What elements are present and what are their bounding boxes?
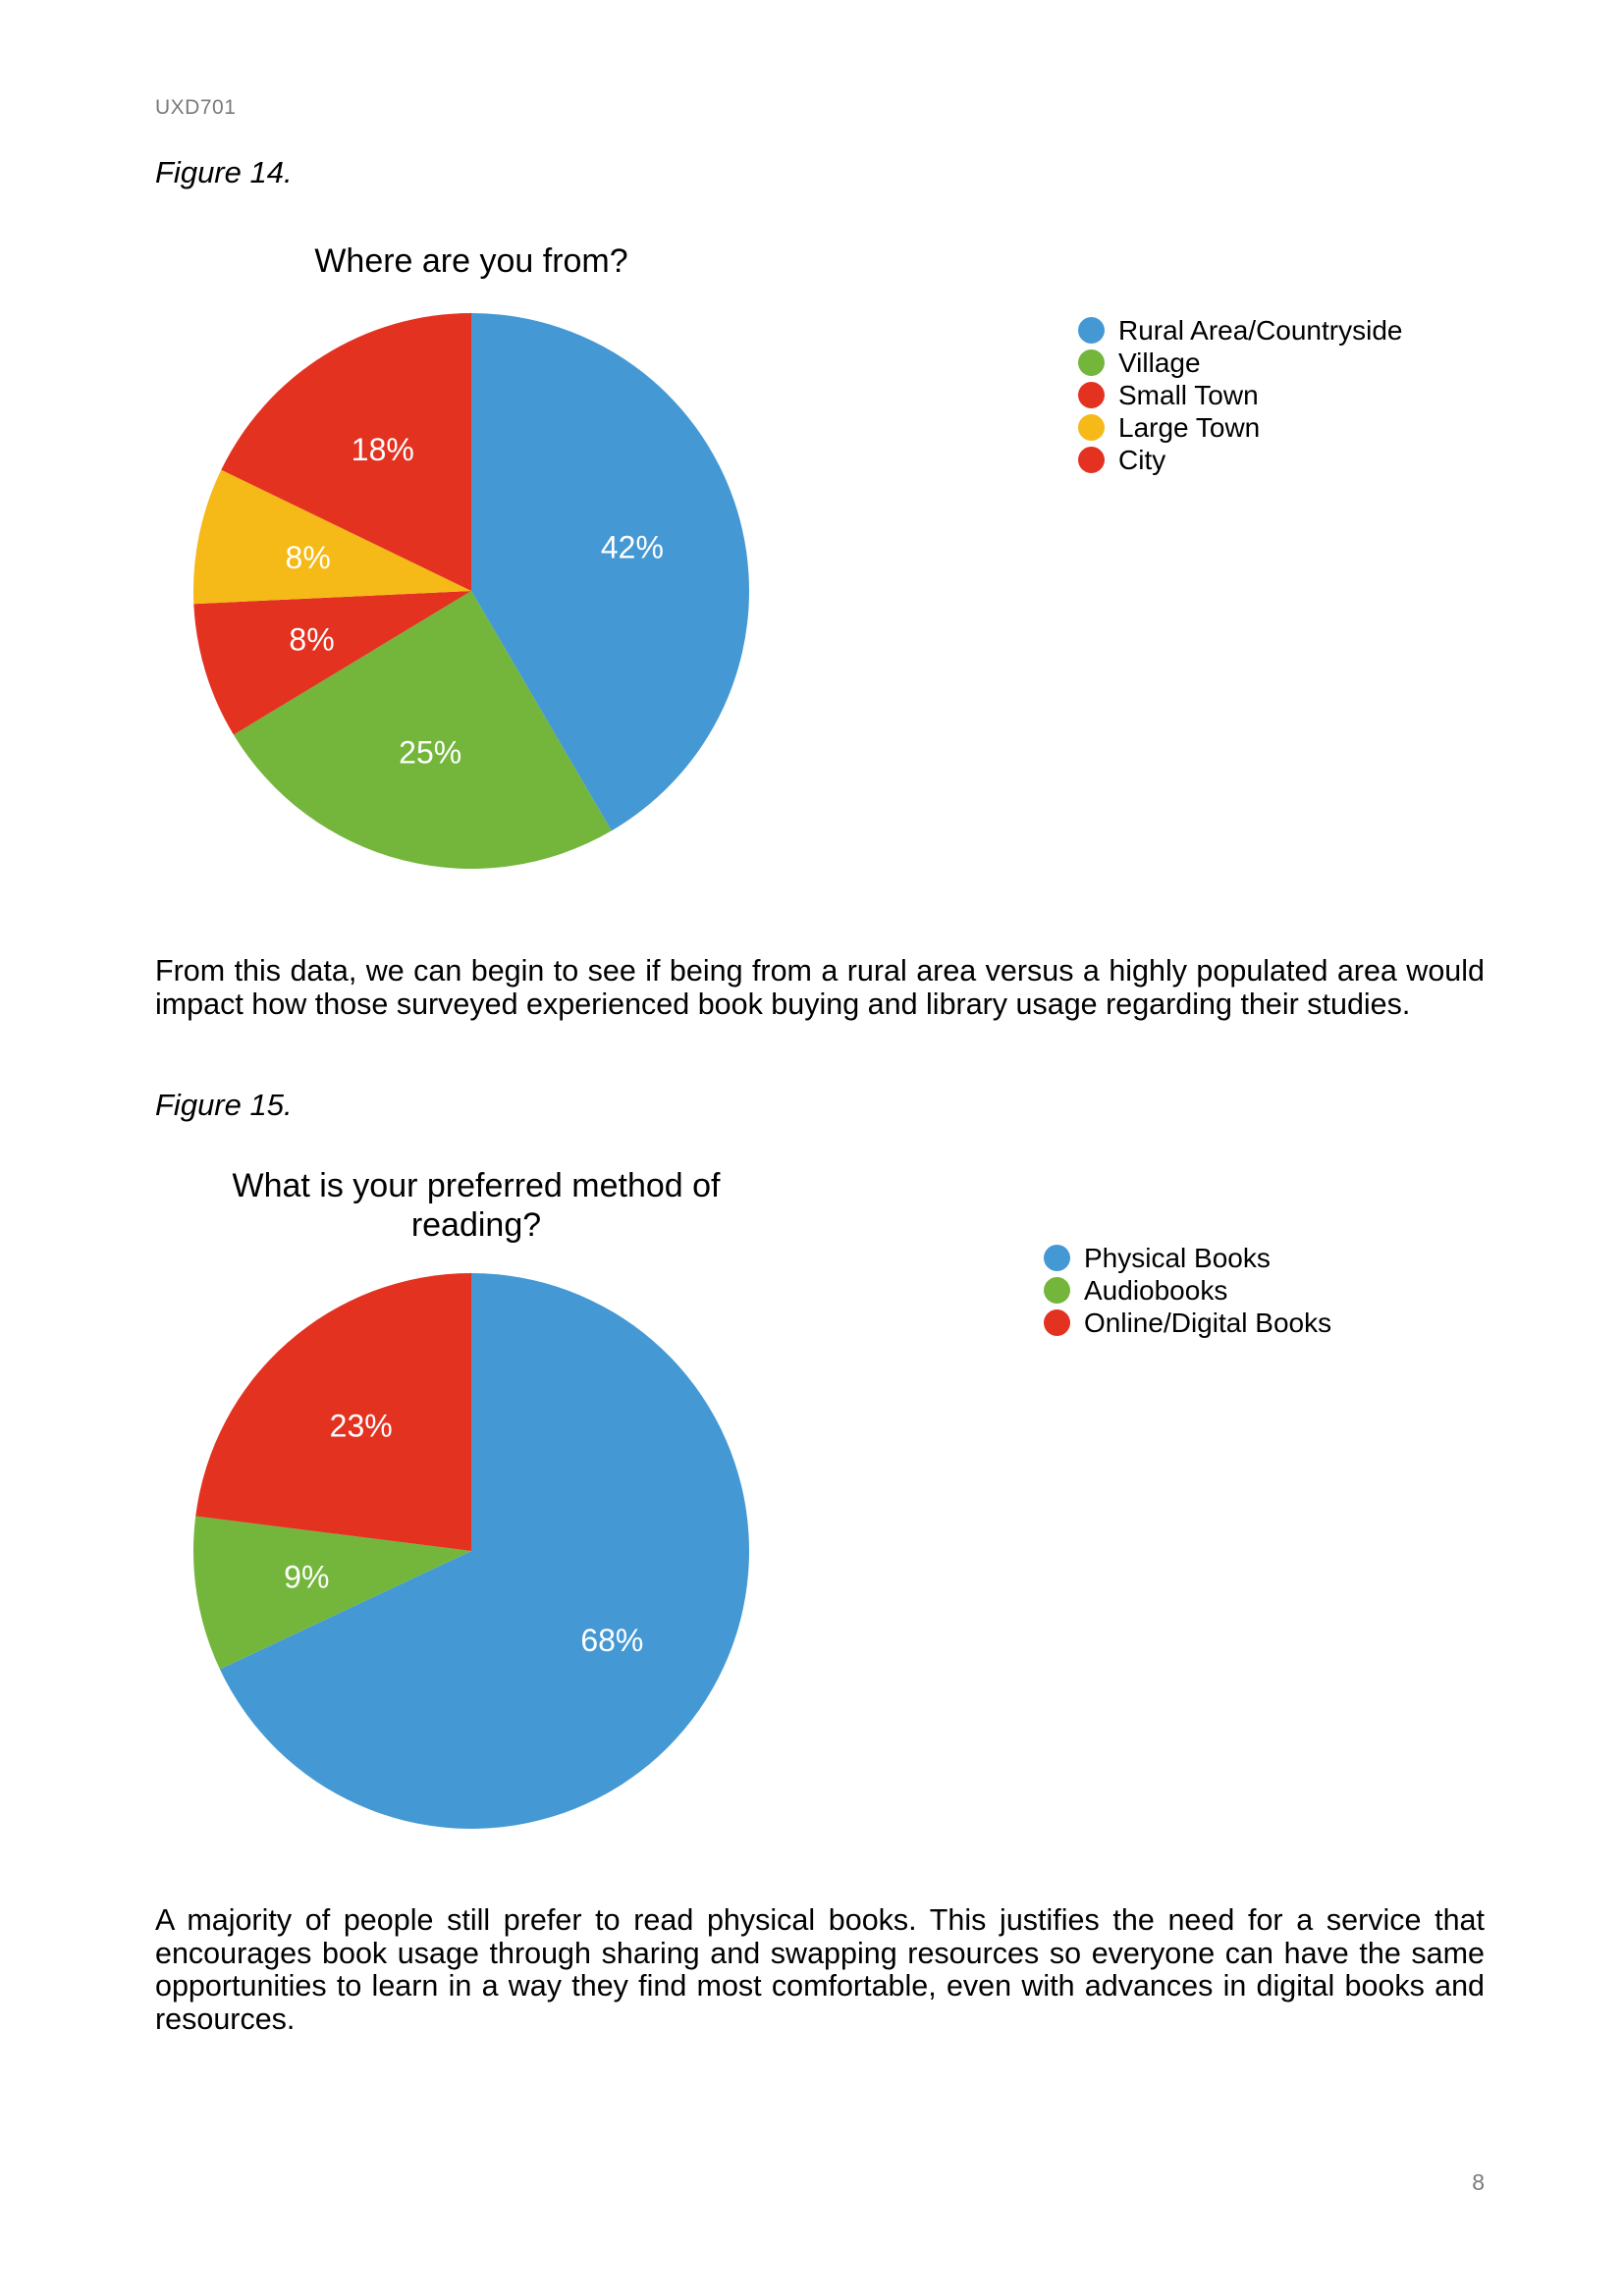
legend-item-village xyxy=(1078,347,1402,379)
figure-14-caption: Figure 14. xyxy=(155,155,293,189)
legend-dot-icon xyxy=(1078,382,1105,408)
chart-1-legend xyxy=(1078,314,1402,476)
legend-dot-icon xyxy=(1078,317,1105,344)
legend-item-rural-area-countryside xyxy=(1078,314,1402,347)
chart-1-title: Where are you from? xyxy=(314,242,628,280)
legend-label: Online/Digital Books xyxy=(1084,1307,1332,1338)
legend-dot-icon xyxy=(1044,1277,1070,1304)
legend-label: Audiobooks xyxy=(1084,1274,1228,1306)
chart-2-pie xyxy=(187,1266,766,1845)
document-header-code: UXD701 xyxy=(155,96,237,119)
legend-dot-icon xyxy=(1078,349,1105,376)
slice-label-online-digital-books: 23% xyxy=(329,1408,393,1444)
figure-15-caption: Figure 15. xyxy=(155,1088,293,1122)
legend-dot-icon xyxy=(1078,414,1105,441)
legend-item-physical-books xyxy=(1044,1242,1331,1274)
legend-item-audiobooks xyxy=(1044,1274,1331,1307)
paragraph-2: A majority of people still prefer to read physical books. This justifies the need for a service that encourages book usage through sharing and swapping resources so everyone can have the same opportunities to learn in a way they find most comfortable, even with advances in digital books and resources. xyxy=(155,1903,1485,2036)
legend-item-city xyxy=(1078,444,1402,476)
slice-label-physical-books: 68% xyxy=(580,1622,644,1658)
legend-label: City xyxy=(1118,444,1166,475)
legend-label: Rural Area/Countryside xyxy=(1118,314,1403,346)
page-number: 8 xyxy=(1472,2169,1485,2195)
slice-label-audiobooks: 9% xyxy=(284,1559,330,1595)
legend-dot-icon xyxy=(1044,1245,1070,1271)
legend-dot-icon xyxy=(1044,1309,1070,1336)
paragraph-1: From this data, we can begin to see if being from a rural area versus a highly populated area would impact how those surveyed experienced book buying and library usage regarding their studies. xyxy=(155,954,1485,1021)
legend-item-large-town xyxy=(1078,411,1402,444)
slice-label-small-town: 8% xyxy=(289,621,335,658)
legend-label: Village xyxy=(1118,347,1201,378)
chart-2-title: What is your preferred method of reading? xyxy=(232,1167,721,1244)
slice-label-large-town: 8% xyxy=(285,539,331,575)
legend-item-small-town xyxy=(1078,379,1402,411)
chart-2-legend xyxy=(1044,1242,1331,1339)
chart-1-pie xyxy=(187,306,766,885)
slice-label-village: 25% xyxy=(399,734,462,771)
legend-dot-icon xyxy=(1078,447,1105,473)
legend-label: Physical Books xyxy=(1084,1242,1271,1273)
slice-label-city: 18% xyxy=(351,432,414,468)
legend-label: Small Town xyxy=(1118,379,1259,410)
legend-item-online-digital-books xyxy=(1044,1307,1331,1339)
legend-label: Large Town xyxy=(1118,411,1261,443)
slice-label-rural-area-countryside: 42% xyxy=(600,529,664,565)
